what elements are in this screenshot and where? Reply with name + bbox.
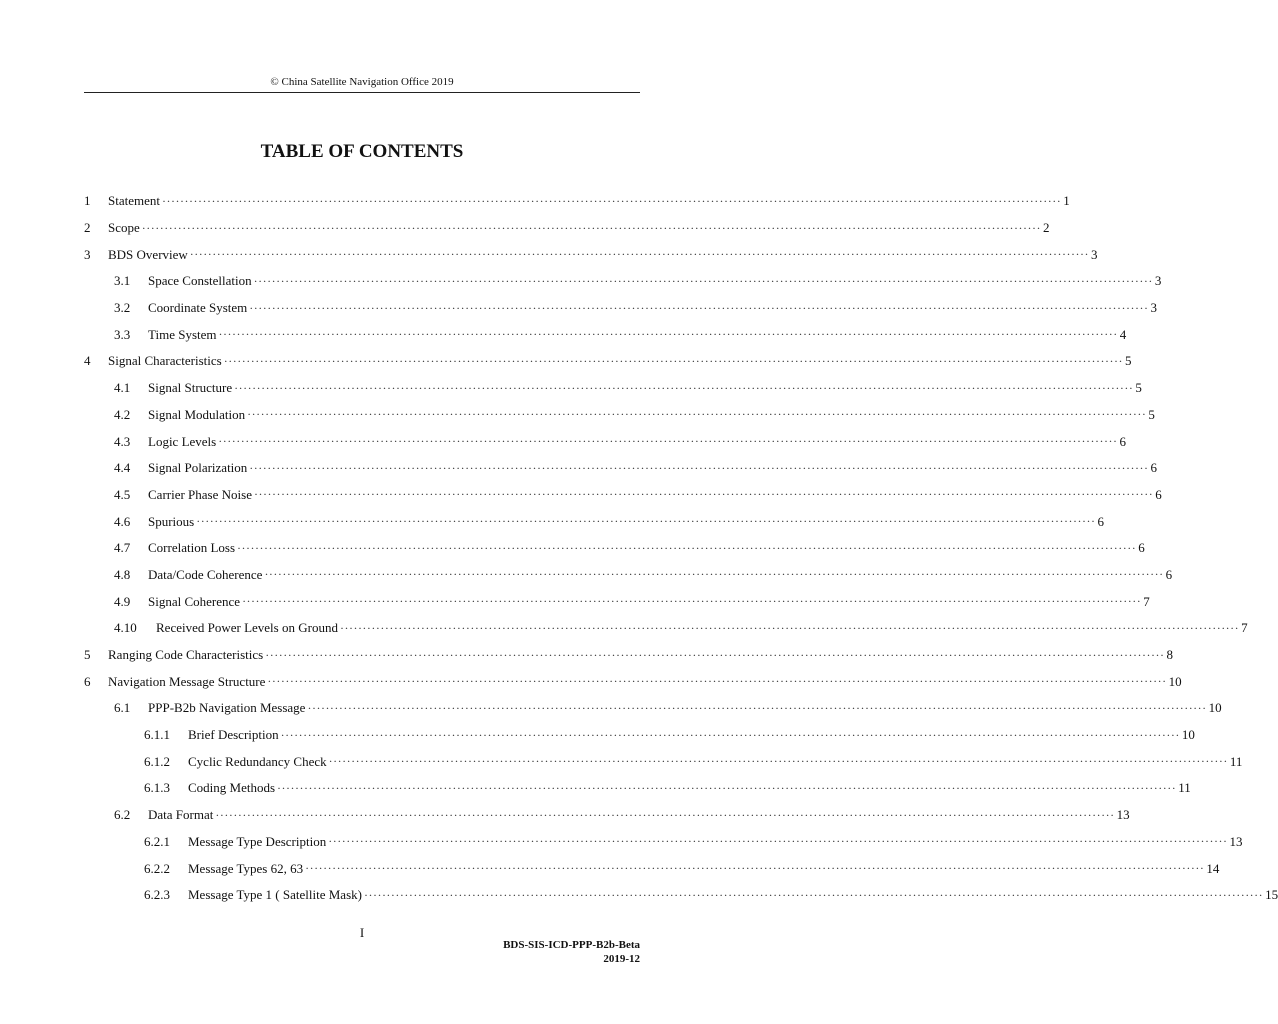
toc-entry-number: 6.2.1: [144, 833, 170, 849]
toc-entry[interactable]: [84, 562, 1173, 589]
toc-entry[interactable]: [84, 295, 1158, 322]
toc-entry-label: Scope: [108, 220, 140, 236]
toc-entry-number: 6.2.2: [144, 860, 170, 876]
toc-dot-leader: ········································································································································································································: [189, 247, 1090, 262]
toc-dot-leader: ········································································································································································································: [237, 540, 1137, 555]
footer-page-number: I: [359, 925, 365, 940]
toc-entry-page: 7: [1143, 593, 1150, 609]
toc-dot-leader: ········································································································································································································: [277, 780, 1177, 795]
toc-entry-number: 4.1: [114, 380, 131, 396]
toc-entry-number: 4.2: [114, 406, 131, 422]
toc-entry[interactable]: [84, 535, 1145, 562]
toc-entry-label: Time System: [148, 326, 217, 342]
toc-entry-number: 4: [84, 353, 91, 369]
toc-entry-label: Cyclic Redundancy Check: [188, 753, 327, 769]
toc-entry-page: 6: [1097, 513, 1104, 529]
toc-entry-page: 5: [1148, 406, 1155, 422]
toc-entry-label: Correlation Loss: [148, 540, 236, 556]
toc-entry-number: 4.5: [114, 486, 131, 502]
toc-entry[interactable]: [84, 455, 1158, 482]
toc-entry[interactable]: [84, 402, 1155, 429]
toc-entry-number: 6.1: [114, 700, 131, 716]
toc-entry-label: Signal Coherence: [148, 593, 241, 609]
toc-entry-page: 13: [1116, 807, 1130, 823]
toc-entry-label: Brief Description: [188, 727, 279, 743]
toc-entry-page: 3: [1150, 300, 1158, 316]
toc-entry-label: Data/Code Coherence: [148, 566, 263, 582]
toc-entry[interactable]: [84, 748, 1243, 775]
toc-dot-leader: ········································································································································································································: [162, 193, 1062, 208]
toc-entry-number: 3.3: [114, 326, 131, 342]
toc-entry-page: 3: [1091, 246, 1098, 262]
table-of-contents: [84, 188, 1278, 909]
toc-entry-label: Signal Modulation: [148, 406, 246, 422]
toc-entry[interactable]: [84, 802, 1130, 829]
toc-entry-label: Spurious: [148, 513, 195, 529]
toc-dot-leader: ········································································································································································································: [264, 567, 1164, 582]
toc-entry-page: 8: [1166, 647, 1173, 663]
toc-dot-leader: ········································································································································································································: [339, 620, 1240, 635]
toc-entry[interactable]: [84, 882, 1278, 909]
toc-entry-number: 4.8: [114, 566, 131, 582]
toc-entry-label: BDS Overview: [108, 246, 188, 262]
toc-dot-leader: ········································································································································································································: [265, 647, 1165, 662]
toc-entry-number: 2: [84, 220, 91, 236]
toc-dot-leader: ········································································································································································································: [307, 700, 1207, 715]
toc-dot-leader: ········································································································································································································: [253, 273, 1153, 288]
toc-entry-number: 4.10: [114, 620, 137, 636]
toc-entry[interactable]: [84, 348, 1132, 375]
toc-dot-leader: ········································································································································································································: [242, 594, 1142, 609]
toc-entry[interactable]: [84, 215, 1050, 242]
toc-entry-page: 10: [1208, 700, 1222, 716]
toc-entry[interactable]: [84, 321, 1127, 348]
toc-entry-number: 6.1.1: [144, 727, 170, 743]
toc-entry-number: 4.4: [114, 460, 131, 476]
toc-entry-page: 6: [1138, 540, 1145, 556]
toc-entry[interactable]: [84, 508, 1104, 535]
toc-entry-page: 10: [1168, 673, 1182, 689]
toc-entry[interactable]: [84, 588, 1150, 615]
toc-dot-leader: ········································································································································································································: [223, 353, 1123, 368]
toc-dot-leader: ········································································································································································································: [215, 807, 1115, 822]
toc-dot-leader: ········································································································································································································: [305, 861, 1205, 876]
toc-entry-page: 5: [1124, 353, 1132, 369]
toc-entry-page: 11: [1178, 780, 1191, 796]
toc-entry[interactable]: [84, 668, 1182, 695]
toc-entry-number: 4.6: [114, 513, 131, 529]
toc-entry-page: 3: [1154, 273, 1162, 289]
toc-entry-label: Received Power Levels on Ground: [156, 620, 338, 636]
toc-entry-page: 6: [1150, 460, 1158, 476]
toc-entry-number: 4.7: [114, 540, 131, 556]
toc-dot-leader: ········································································································································································································: [218, 434, 1118, 449]
toc-entry-page: 6: [1155, 486, 1162, 502]
toc-entry-page: 2: [1043, 220, 1050, 236]
toc-dot-leader: ········································································································································································································: [141, 220, 1041, 235]
toc-entry-page: 1: [1063, 193, 1070, 209]
toc-entry[interactable]: [84, 375, 1142, 402]
toc-entry-number: 5: [84, 647, 91, 663]
toc-entry-number: 3.2: [114, 300, 131, 316]
toc-entry-label: Coordinate System: [148, 300, 248, 316]
toc-entry[interactable]: [84, 722, 1195, 749]
toc-entry-label: Signal Polarization: [148, 460, 248, 476]
toc-dot-leader: ········································································································································································································: [249, 460, 1149, 475]
toc-entry[interactable]: [84, 695, 1222, 722]
toc-entry-label: Signal Characteristics: [108, 353, 222, 369]
toc-entry-page: 6: [1119, 433, 1126, 449]
toc-entry-page: 4: [1119, 326, 1127, 342]
document-id-block: [503, 938, 640, 966]
toc-entry-page: 5: [1135, 380, 1142, 396]
toc-entry[interactable]: [84, 268, 1162, 295]
toc-entry-page: 14: [1206, 860, 1220, 876]
toc-entry-number: 3: [84, 246, 91, 262]
toc-entry-number: 6.1.3: [144, 780, 170, 796]
toc-entry-page: 7: [1241, 620, 1248, 636]
toc-entry-label: Message Type Description: [188, 833, 327, 849]
toc-entry-label: Signal Structure: [148, 380, 233, 396]
toc-entry-number: 6.2: [114, 807, 131, 823]
toc-entry[interactable]: [84, 775, 1191, 802]
document-id: BDS-SIS-ICD-PPP-B2b-Beta: [503, 939, 640, 951]
toc-entry[interactable]: [84, 855, 1220, 882]
toc-entry-page: 15: [1265, 887, 1278, 903]
toc-entry-label: Data Format: [148, 807, 214, 823]
header-rule: [84, 92, 640, 93]
toc-entry-label: PPP-B2b Navigation Message: [148, 700, 306, 716]
toc-entry-label: Message Types 62, 63: [188, 860, 304, 876]
page-title: TABLE OF CONTENTS: [260, 141, 464, 162]
page-header-copyright: © China Satellite Navigation Office 2019: [270, 76, 454, 88]
toc-entry-label: Coding Methods: [188, 780, 276, 796]
toc-dot-leader: ········································································································································································································: [328, 754, 1228, 769]
toc-entry-page: 11: [1229, 753, 1243, 769]
toc-entry-label: Carrier Phase Noise: [148, 486, 252, 502]
toc-dot-leader: ········································································································································································································: [363, 887, 1264, 902]
toc-entry-number: 4.3: [114, 433, 131, 449]
toc-dot-leader: ········································································································································································································: [253, 487, 1154, 502]
toc-entry-label: Message Type 1 ( Satellite Mask): [188, 887, 362, 903]
toc-entry[interactable]: [84, 642, 1173, 669]
toc-entry-label: Logic Levels: [148, 433, 217, 449]
toc-entry[interactable]: [84, 188, 1070, 215]
toc-dot-leader: ········································································································································································································: [234, 380, 1134, 395]
toc-entry-label: Ranging Code Characteristics: [108, 647, 264, 663]
toc-entry-number: 6.2.3: [144, 887, 170, 903]
toc-dot-leader: ········································································································································································································: [249, 300, 1149, 315]
toc-entry-label: Navigation Message Structure: [108, 673, 266, 689]
toc-dot-leader: ········································································································································································································: [328, 834, 1228, 849]
toc-entry-number: 6: [84, 673, 91, 689]
toc-entry-page: 6: [1165, 566, 1173, 582]
toc-entry[interactable]: [84, 428, 1126, 455]
toc-dot-leader: ········································································································································································································: [218, 327, 1118, 342]
toc-entry-page: 10: [1181, 727, 1195, 743]
toc-dot-leader: ········································································································································································································: [267, 674, 1167, 689]
toc-entry[interactable]: [84, 615, 1248, 642]
toc-entry-number: 6.1.2: [144, 753, 170, 769]
toc-dot-leader: ········································································································································································································: [196, 514, 1096, 529]
toc-entry[interactable]: [84, 829, 1243, 856]
toc-entry[interactable]: [84, 241, 1098, 268]
toc-entry-number: 4.9: [114, 593, 131, 609]
toc-entry-number: 3.1: [114, 273, 131, 289]
toc-dot-leader: ········································································································································································································: [280, 727, 1180, 742]
toc-dot-leader: ········································································································································································································: [247, 407, 1147, 422]
toc-entry-page: 13: [1229, 833, 1243, 849]
toc-entry-number: 1: [84, 193, 91, 209]
toc-entry-label: Statement: [108, 193, 160, 209]
toc-entry-label: Space Constellation: [148, 273, 252, 289]
document-date: 2019-12: [603, 953, 640, 965]
toc-entry[interactable]: [84, 482, 1162, 509]
